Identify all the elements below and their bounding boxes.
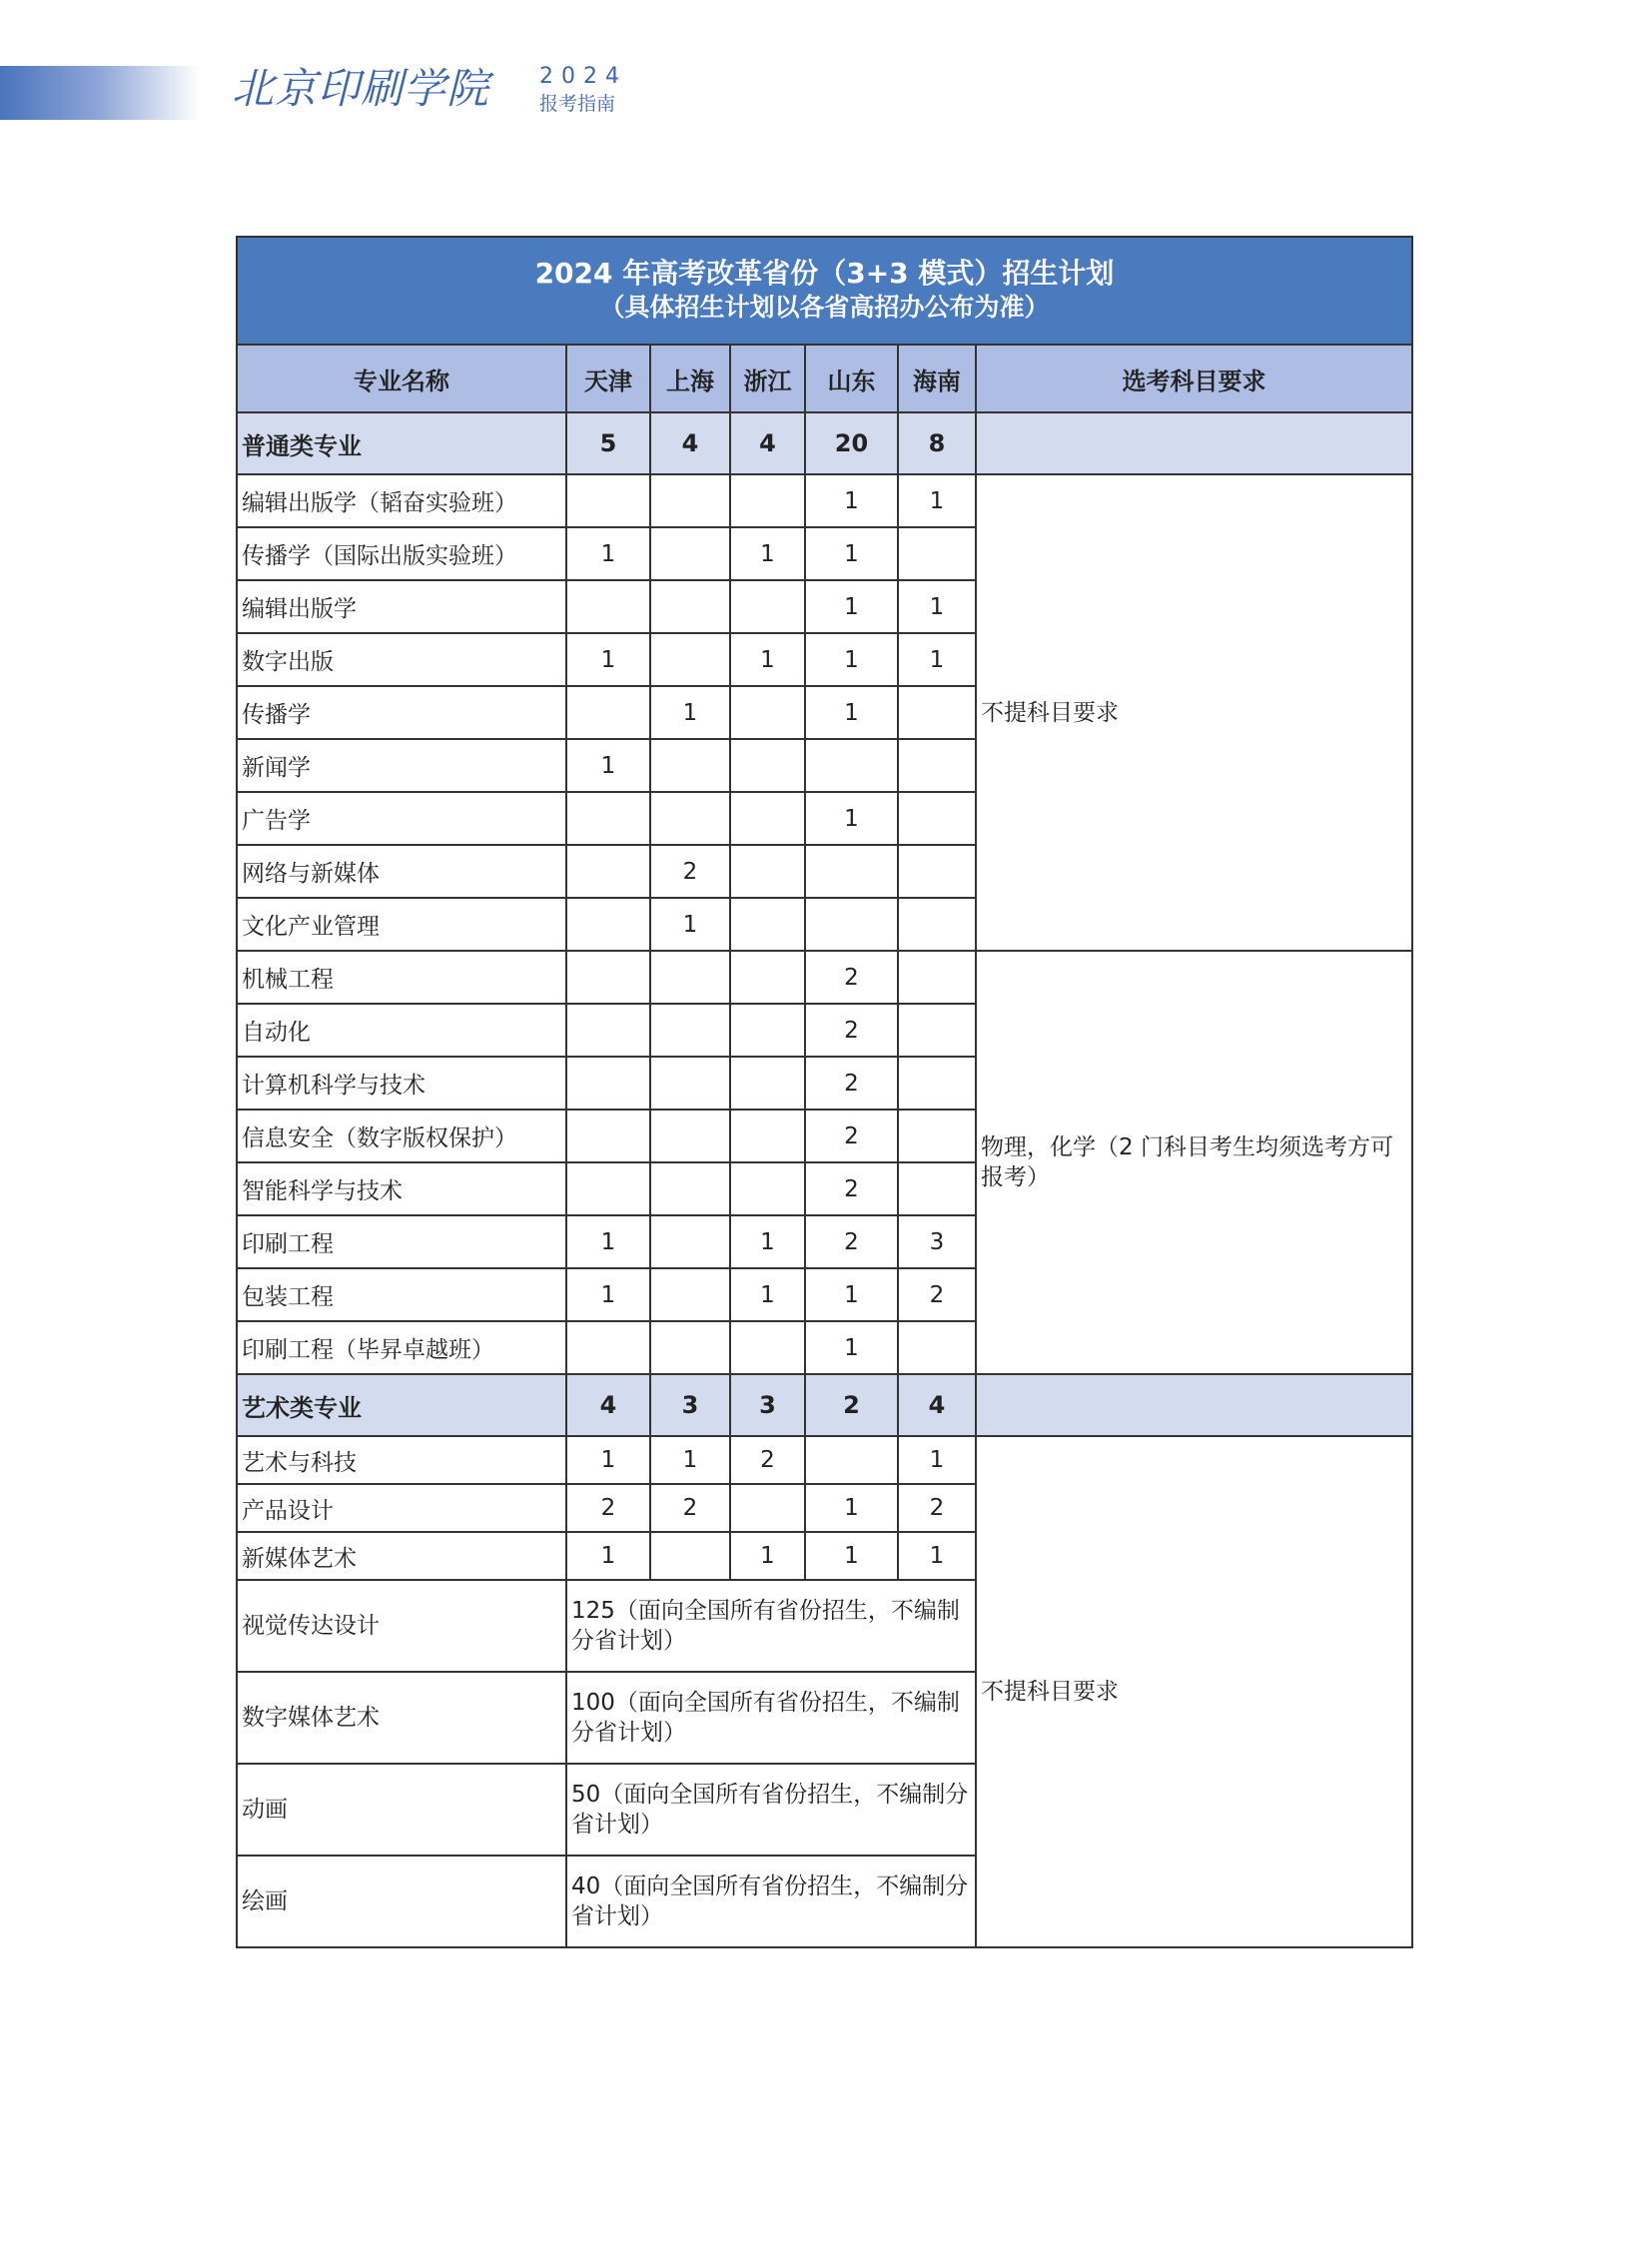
quota-cell <box>566 1321 650 1374</box>
quota-cell: 1 <box>805 474 898 527</box>
quota-cell: 1 <box>898 1532 976 1580</box>
quota-cell <box>566 898 650 951</box>
quota-cell <box>566 951 650 1004</box>
quota-cell <box>730 898 805 951</box>
quota-cell: 2 <box>566 1484 650 1532</box>
header-gradient-band <box>0 66 200 120</box>
quota-cell <box>650 1110 730 1162</box>
major-name: 信息安全（数字版权保护） <box>237 1110 566 1162</box>
quota-cell <box>650 633 730 686</box>
quota-cell <box>730 1057 805 1110</box>
requirement-cell <box>976 412 1412 474</box>
major-name: 动画 <box>237 1764 566 1856</box>
major-name: 新闻学 <box>237 739 566 792</box>
quota-note: 125（面向全国所有省份招生，不编制分省计划） <box>566 1580 976 1672</box>
major-name: 机械工程 <box>237 951 566 1004</box>
quota-cell <box>730 1321 805 1374</box>
quota-cell: 1 <box>566 1532 650 1580</box>
category-count: 3 <box>650 1374 730 1436</box>
quota-cell <box>650 580 730 633</box>
quota-cell: 2 <box>805 1162 898 1215</box>
major-name: 传播学（国际出版实验班） <box>237 527 566 580</box>
quota-cell <box>805 1436 898 1484</box>
quota-cell: 1 <box>566 633 650 686</box>
quota-cell <box>730 1162 805 1215</box>
table-row <box>237 951 1412 1004</box>
quota-note: 40（面向全国所有省份招生，不编制分省计划） <box>566 1856 976 1947</box>
quota-cell: 1 <box>566 1268 650 1321</box>
quota-cell: 1 <box>650 686 730 739</box>
major-name: 包装工程 <box>237 1268 566 1321</box>
quota-cell <box>730 686 805 739</box>
table-title: 2024 年高考改革省份（3+3 模式）招生计划 <box>534 257 1115 290</box>
major-name: 印刷工程 <box>237 1215 566 1268</box>
quota-cell: 1 <box>805 686 898 739</box>
category-count: 4 <box>730 412 805 474</box>
quota-cell <box>650 1215 730 1268</box>
quota-cell <box>566 686 650 739</box>
column-header: 天津 <box>566 345 650 412</box>
quota-cell <box>566 792 650 845</box>
quota-cell: 1 <box>805 1268 898 1321</box>
category-label: 艺术类专业 <box>237 1374 566 1436</box>
major-name: 文化产业管理 <box>237 898 566 951</box>
quota-cell: 2 <box>805 1215 898 1268</box>
major-name: 智能科学与技术 <box>237 1162 566 1215</box>
requirement-cell: 物理，化学（2 门科目考生均须选考方可报考） <box>976 951 1412 1374</box>
quota-cell: 2 <box>730 1436 805 1484</box>
major-name: 数字出版 <box>237 633 566 686</box>
quota-cell <box>805 845 898 898</box>
table-header-row <box>237 345 1412 412</box>
category-count: 4 <box>650 412 730 474</box>
major-name: 传播学 <box>237 686 566 739</box>
quota-cell <box>898 1004 976 1057</box>
category-label: 普通类专业 <box>237 412 566 474</box>
quota-cell <box>566 1110 650 1162</box>
quota-cell <box>650 1004 730 1057</box>
quota-cell: 1 <box>730 1268 805 1321</box>
quota-cell <box>898 1321 976 1374</box>
quota-cell: 1 <box>730 527 805 580</box>
quota-cell: 1 <box>730 633 805 686</box>
quota-cell <box>805 739 898 792</box>
quota-cell: 1 <box>898 633 976 686</box>
quota-cell <box>898 845 976 898</box>
requirement-cell: 不提科目要求 <box>976 474 1412 951</box>
major-name: 新媒体艺术 <box>237 1532 566 1580</box>
quota-cell <box>566 1004 650 1057</box>
category-count: 4 <box>898 1374 976 1436</box>
quota-cell: 1 <box>566 1215 650 1268</box>
quota-cell <box>730 739 805 792</box>
table-title-row <box>237 237 1412 345</box>
category-row <box>237 412 1412 474</box>
quota-cell: 2 <box>898 1484 976 1532</box>
quota-cell: 1 <box>805 1484 898 1532</box>
quota-cell: 1 <box>730 1532 805 1580</box>
category-count: 2 <box>805 1374 898 1436</box>
quota-cell: 2 <box>898 1268 976 1321</box>
major-name: 自动化 <box>237 1004 566 1057</box>
quota-cell <box>650 1268 730 1321</box>
category-count: 5 <box>566 412 650 474</box>
major-name: 视觉传达设计 <box>237 1580 566 1672</box>
quota-cell <box>566 1057 650 1110</box>
quota-cell: 1 <box>805 1321 898 1374</box>
category-count: 4 <box>566 1374 650 1436</box>
quota-note: 100（面向全国所有省份招生，不编制分省计划） <box>566 1672 976 1764</box>
quota-cell: 2 <box>650 845 730 898</box>
quota-cell: 2 <box>650 1484 730 1532</box>
quota-cell <box>650 474 730 527</box>
quota-cell <box>650 1532 730 1580</box>
quota-cell <box>730 845 805 898</box>
quota-cell <box>650 527 730 580</box>
quota-cell: 1 <box>805 1532 898 1580</box>
quota-cell: 2 <box>805 1004 898 1057</box>
table-subtitle: （具体招生计划以各省高招办公布为准） <box>599 293 1050 322</box>
quota-cell: 1 <box>566 739 650 792</box>
quota-cell <box>805 898 898 951</box>
quota-cell: 2 <box>805 1110 898 1162</box>
column-header: 浙江 <box>730 345 805 412</box>
quota-cell <box>650 1321 730 1374</box>
quota-cell: 1 <box>805 527 898 580</box>
quota-cell: 1 <box>650 1436 730 1484</box>
requirement-cell: 不提科目要求 <box>976 1436 1412 1947</box>
major-name: 产品设计 <box>237 1484 566 1532</box>
major-name: 数字媒体艺术 <box>237 1672 566 1764</box>
quota-cell <box>566 845 650 898</box>
quota-cell: 3 <box>898 1215 976 1268</box>
quota-cell <box>898 739 976 792</box>
quota-cell: 1 <box>805 633 898 686</box>
requirement-cell <box>976 1374 1412 1436</box>
major-name: 广告学 <box>237 792 566 845</box>
quota-cell <box>730 951 805 1004</box>
quota-cell: 1 <box>805 792 898 845</box>
quota-cell <box>730 1484 805 1532</box>
column-header: 选考科目要求 <box>976 345 1412 412</box>
quota-cell <box>898 1110 976 1162</box>
quota-cell: 2 <box>805 1057 898 1110</box>
quota-cell <box>566 580 650 633</box>
quota-cell <box>650 1162 730 1215</box>
quota-note: 50（面向全国所有省份招生，不编制分省计划） <box>566 1764 976 1856</box>
column-header: 山东 <box>805 345 898 412</box>
quota-cell: 1 <box>898 474 976 527</box>
quota-cell: 1 <box>805 580 898 633</box>
quota-cell: 2 <box>805 951 898 1004</box>
quota-cell: 1 <box>650 898 730 951</box>
quota-cell <box>730 474 805 527</box>
quota-cell <box>898 1162 976 1215</box>
major-name: 编辑出版学（韬奋实验班） <box>237 474 566 527</box>
school-logo: 北京印刷学院 <box>232 64 490 113</box>
quota-cell <box>650 1057 730 1110</box>
major-name: 计算机科学与技术 <box>237 1057 566 1110</box>
quota-cell <box>566 1162 650 1215</box>
quota-cell <box>898 1057 976 1110</box>
quota-cell <box>898 951 976 1004</box>
table-row <box>237 1436 1412 1484</box>
quota-cell: 1 <box>730 1215 805 1268</box>
table-row <box>237 474 1412 527</box>
table-title-cell <box>237 237 1412 345</box>
quota-cell <box>730 580 805 633</box>
major-name: 绘画 <box>237 1856 566 1947</box>
category-count: 20 <box>805 412 898 474</box>
quota-cell <box>898 527 976 580</box>
quota-cell: 1 <box>566 1436 650 1484</box>
quota-cell <box>566 474 650 527</box>
quota-cell: 1 <box>566 527 650 580</box>
major-name: 编辑出版学 <box>237 580 566 633</box>
quota-cell <box>898 792 976 845</box>
quota-cell <box>730 792 805 845</box>
enrollment-plan-table <box>236 236 1413 1948</box>
header-guide: 报考指南 <box>539 93 616 115</box>
column-header: 海南 <box>898 345 976 412</box>
quota-cell: 1 <box>898 580 976 633</box>
quota-cell <box>730 1110 805 1162</box>
major-name: 印刷工程（毕昇卓越班） <box>237 1321 566 1374</box>
column-header: 上海 <box>650 345 730 412</box>
quota-cell <box>650 951 730 1004</box>
column-header: 专业名称 <box>237 345 566 412</box>
major-name: 艺术与科技 <box>237 1436 566 1484</box>
header-year: 2024 <box>539 64 627 89</box>
category-count: 8 <box>898 412 976 474</box>
quota-cell <box>650 792 730 845</box>
category-row <box>237 1374 1412 1436</box>
major-name: 网络与新媒体 <box>237 845 566 898</box>
quota-cell <box>898 898 976 951</box>
quota-cell <box>730 1004 805 1057</box>
quota-cell: 1 <box>898 1436 976 1484</box>
category-count: 3 <box>730 1374 805 1436</box>
quota-cell <box>650 739 730 792</box>
quota-cell <box>898 686 976 739</box>
